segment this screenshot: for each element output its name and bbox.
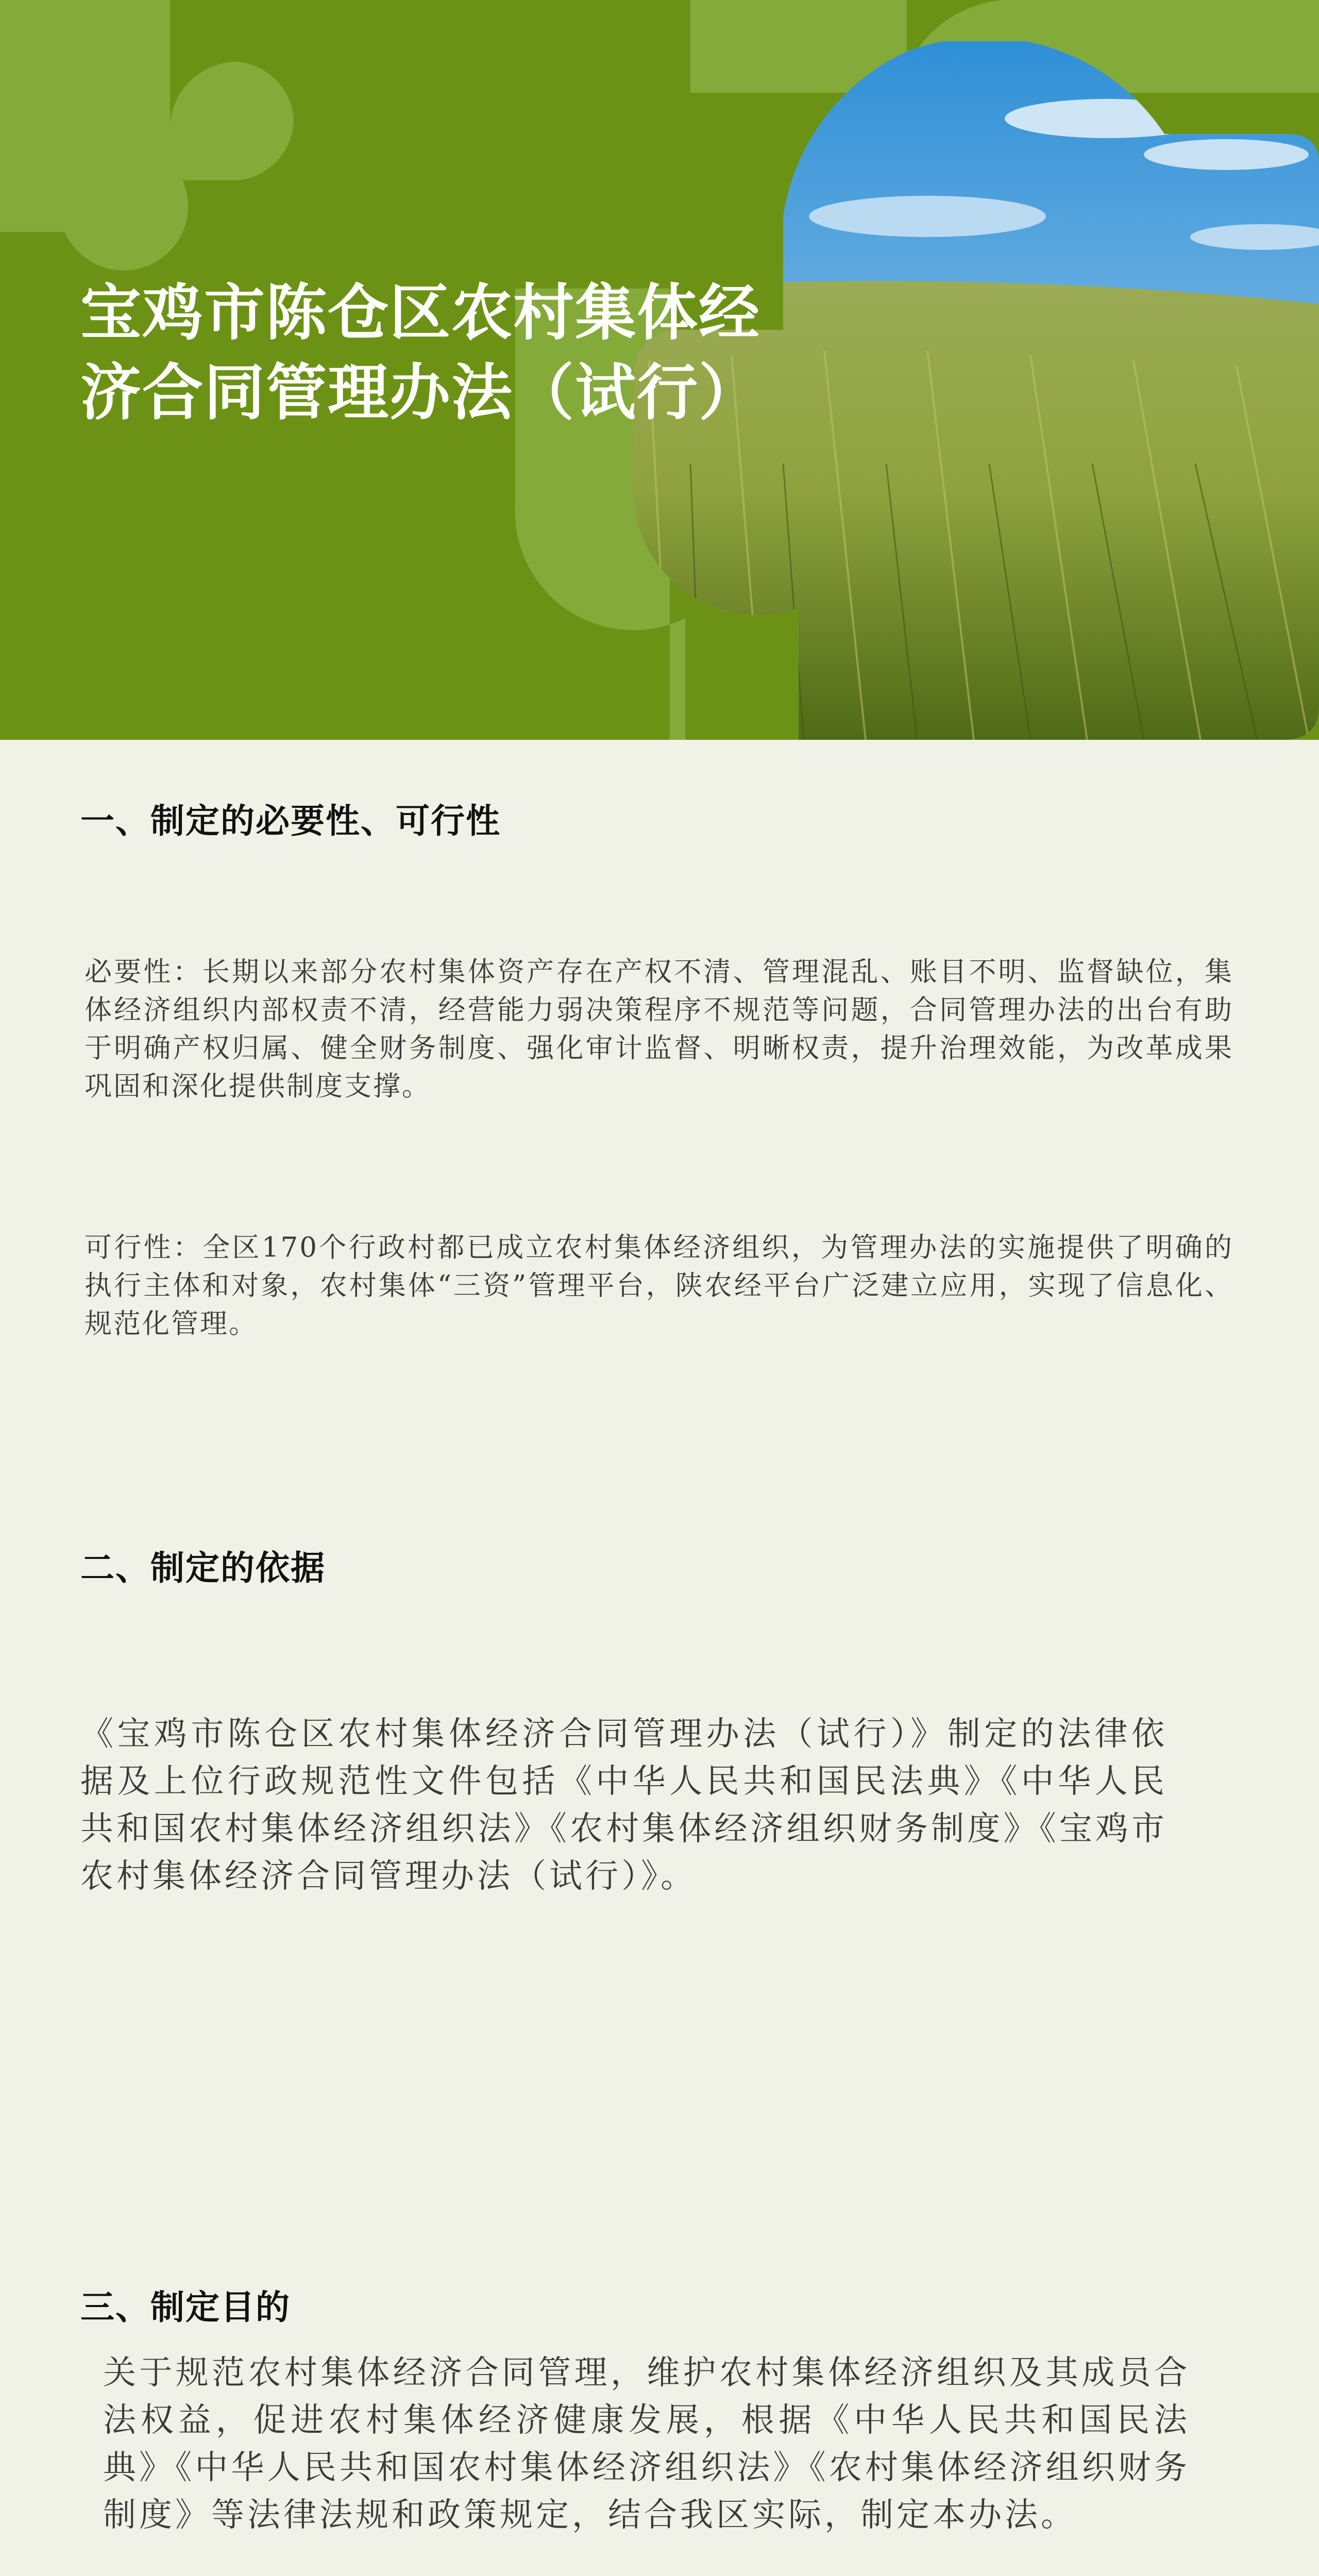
basis-paragraph: 《宝鸡市陈仓区农村集体经济合同管理办法（试行）》制定的法律依据及上位行政规范性文件包括《中华人民共和国民法典》《中华人民共和国农村集体经济组织法》《农村集体经济组织财务制度》《宝鸡市农村集体经济合同管理办法（试行）》。 (80, 1715, 1168, 1895)
section-1-heading: 一、制定的必要性、可行性 (80, 801, 501, 841)
header-banner (0, 0, 1319, 740)
title-line-2: 济合同管理办法（试行） (80, 357, 761, 428)
purpose-paragraph: 关于规范农村集体经济合同管理，维护农村集体经济组织及其成员合法权益，促进农村集体经济健康发展，根据《中华人民共和国民法典》《中华人民共和国农村集体经济组织法》《农村集体经济组织财务制度》等法律法规和政策规定，结合我区实际，制定本办法。 (103, 2354, 1190, 2534)
section-3-heading: 三、制定目的 (80, 2287, 291, 2327)
section-2-heading: 二、制定的依据 (80, 1548, 326, 1588)
necessity-paragraph: 必要性：长期以来部分农村集体资产存在产权不清、管理混乱、账目不明、监督缺位，集体经济组织内部权责不清，经营能力弱决策程序不规范等问题，合同管理办法的出台有助于明确产权归属、健全财务制度、强化审计监督、明晰权责，提升治理效能，为改革成果巩固和深化提供制度支撑。 (84, 956, 1233, 1102)
page-title (80, 273, 853, 433)
feasibility-paragraph: 可行性：全区170个行政村都已成立农村集体经济组织，为管理办法的实施提供了明确的执行主体和对象，农村集体“三资”管理平台，陕农经平台广泛建立应用，实现了信息化、规范化管理。 (84, 1232, 1233, 1340)
title-line-1: 宝鸡市陈仓区农村集体经 (80, 277, 761, 348)
